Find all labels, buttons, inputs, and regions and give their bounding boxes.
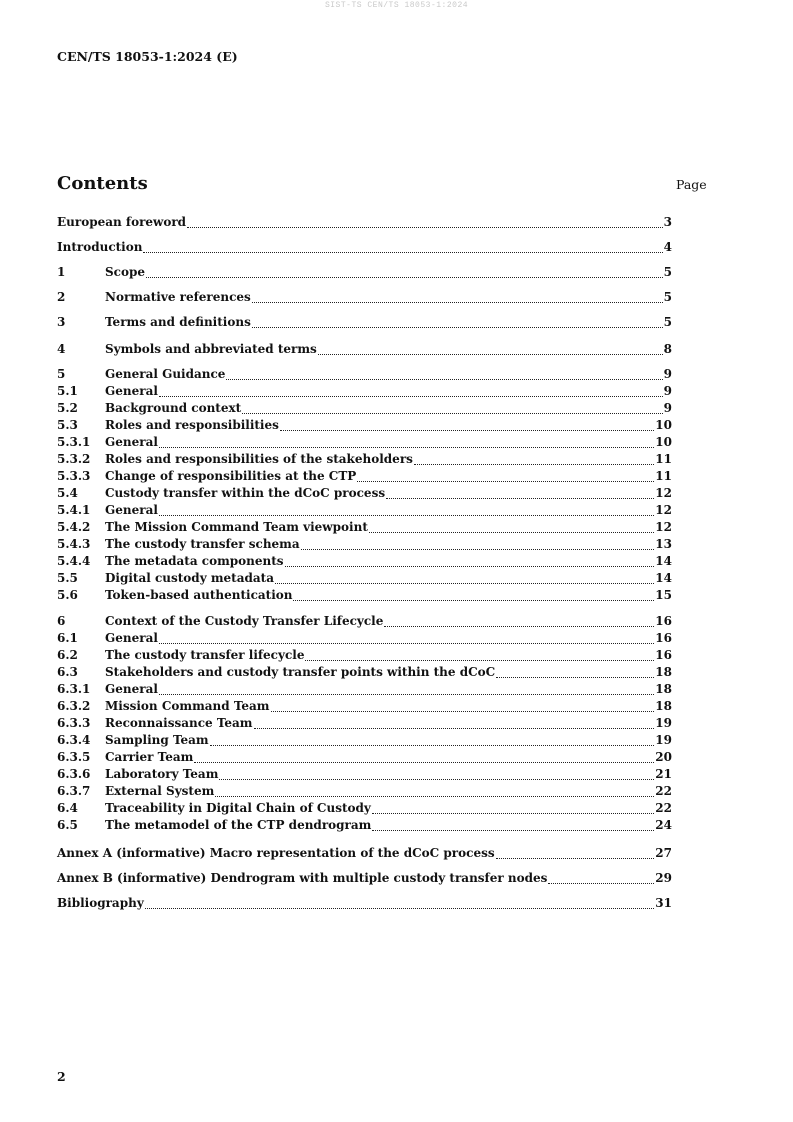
toc-dot-leader [242, 403, 662, 414]
toc-entry-page: 11 [655, 452, 672, 466]
toc-entry-number: 5.3.2 [57, 452, 91, 466]
toc-entry[interactable] [57, 750, 672, 767]
toc-entry-title: General [105, 435, 158, 449]
toc-entry-page: 5 [663, 290, 672, 304]
toc-entry-title: The custody transfer lifecycle [105, 648, 305, 662]
toc-entry-title: External System [105, 784, 215, 798]
toc-entry-page: 12 [655, 486, 672, 500]
toc-entry-title: The Mission Command Team viewpoint [105, 520, 368, 534]
page-number: 2 [57, 1069, 66, 1084]
toc-entry-number: 5.4.4 [57, 554, 91, 568]
toc-dot-leader [159, 437, 654, 448]
toc-dot-leader [357, 471, 654, 482]
toc-dot-leader [194, 752, 654, 763]
toc-entry[interactable] [57, 682, 672, 699]
toc-entry[interactable] [57, 846, 672, 863]
toc-entry[interactable] [57, 716, 672, 733]
toc-entry-page: 22 [655, 784, 672, 798]
toc-entry-title: Roles and responsibilities [105, 418, 279, 432]
toc-entry-number: 5.4.2 [57, 520, 91, 534]
toc-entry-number: 6.3.5 [57, 750, 91, 764]
toc-entry-title: Change of responsibilities at the CTP [105, 469, 357, 483]
toc-entry-number: 5.6 [57, 588, 78, 602]
toc-dot-leader [159, 684, 654, 695]
toc-entry[interactable] [57, 315, 672, 332]
toc-dot-leader [210, 735, 655, 746]
toc-entry-number: 6.2 [57, 648, 78, 662]
toc-dot-leader [159, 386, 663, 397]
toc-entry-number: 5.3.3 [57, 469, 91, 483]
toc-entry-page: 5 [663, 315, 672, 329]
toc-entry-number: 6.3.3 [57, 716, 91, 730]
toc-entry-title: Normative references [105, 290, 251, 304]
toc-entry[interactable] [57, 818, 672, 835]
toc-dot-leader [301, 539, 655, 550]
toc-entry[interactable] [57, 342, 672, 359]
toc-entry[interactable] [57, 435, 672, 452]
toc-dot-leader [219, 769, 654, 780]
toc-entry-number: 5.4.3 [57, 537, 91, 551]
toc-entry[interactable] [57, 520, 672, 537]
toc-dot-leader [372, 820, 654, 831]
toc-dot-leader [143, 242, 662, 253]
toc-entry-page: 13 [655, 537, 672, 551]
toc-entry-title: The metadata components [105, 554, 284, 568]
toc-entry-number: 5.3 [57, 418, 78, 432]
toc-entry[interactable] [57, 733, 672, 750]
toc-dot-leader [226, 369, 662, 380]
document-reference: CEN/TS 18053-1:2024 (E) [57, 49, 238, 64]
toc-entry-page: 12 [655, 503, 672, 517]
toc-dot-leader [369, 522, 654, 533]
toc-entry-title: Digital custody metadata [105, 571, 274, 585]
toc-entry-page: 4 [663, 240, 672, 254]
toc-entry-title: Mission Command Team [105, 699, 270, 713]
toc-dot-leader [384, 616, 654, 627]
toc-entry-page: 18 [655, 699, 672, 713]
toc-entry[interactable] [57, 367, 672, 384]
toc-entry-title: Traceability in Digital Chain of Custody [105, 801, 371, 815]
toc-entry-page: 14 [655, 554, 672, 568]
toc-entry-page: 19 [655, 733, 672, 747]
toc-entry-title: Stakeholders and custody transfer points within the dCoC [105, 665, 496, 679]
toc-entry-number: 5.3.1 [57, 435, 91, 449]
toc-entry-page: 16 [655, 648, 672, 662]
toc-entry-title: General [105, 384, 158, 398]
toc-entry-page: 9 [663, 384, 672, 398]
toc-entry-number: 6.3.7 [57, 784, 91, 798]
toc-entry-page: 31 [655, 896, 672, 910]
toc-entry-page: 9 [663, 401, 672, 415]
toc-entry-page: 22 [655, 801, 672, 815]
toc-entry[interactable] [57, 240, 672, 257]
toc-entry-title: General [105, 682, 158, 696]
toc-entry[interactable] [57, 896, 672, 913]
watermark: SIST-TS CEN/TS 18053-1:2024 [324, 1, 469, 10]
toc-entry-number: 5.1 [57, 384, 78, 398]
toc-entry-page: 9 [663, 367, 672, 381]
toc-entry[interactable] [57, 537, 672, 554]
toc-entry-number: 6.3.6 [57, 767, 91, 781]
toc-entry-title: Scope [105, 265, 146, 279]
toc-entry-page: 8 [663, 342, 672, 356]
toc-entry-page: 29 [655, 871, 672, 885]
toc-entry[interactable] [57, 614, 672, 631]
toc-entry-title: Annex A (informative) Macro representation of the dCoC process [57, 846, 495, 860]
toc-dot-leader [252, 317, 663, 328]
toc-entry[interactable] [57, 469, 672, 486]
toc-dot-leader [496, 667, 654, 678]
toc-entry-page: 10 [655, 435, 672, 449]
toc-entry-title: Context of the Custody Transfer Lifecycle [105, 614, 384, 628]
toc-entry[interactable] [57, 215, 672, 232]
toc-entry[interactable] [57, 571, 672, 588]
toc-entry[interactable] [57, 767, 672, 784]
toc-entry-title: Terms and definitions [105, 315, 251, 329]
toc-entry-page: 20 [655, 750, 672, 764]
toc-entry-page: 3 [663, 215, 672, 229]
toc-entry[interactable] [57, 784, 672, 801]
toc-dot-leader [252, 292, 663, 303]
toc-entry[interactable] [57, 699, 672, 716]
toc-entry-title: General Guidance [105, 367, 226, 381]
toc-dot-leader [145, 898, 655, 909]
toc-entry[interactable] [57, 871, 672, 888]
toc-dot-leader [285, 556, 655, 567]
toc-dot-leader [318, 344, 663, 355]
toc-dot-leader [548, 873, 654, 884]
toc-entry-title: Reconnaissance Team [105, 716, 253, 730]
toc-entry-title: Annex B (informative) Dendrogram with multiple custody transfer nodes [57, 871, 548, 885]
toc-entry[interactable] [57, 418, 672, 435]
contents-heading: Contents [57, 173, 148, 194]
toc-entry[interactable] [57, 801, 672, 818]
toc-entry-title: European foreword [57, 215, 187, 229]
toc-entry-number: 6.3.4 [57, 733, 91, 747]
toc-entry-number: 6.3 [57, 665, 78, 679]
toc-dot-leader [187, 217, 663, 228]
toc-entry-page: 18 [655, 682, 672, 696]
toc-entry-title: General [105, 631, 158, 645]
toc-entry[interactable] [57, 452, 672, 469]
toc-entry-title: Carrier Team [105, 750, 194, 764]
page-column-label: Page [676, 177, 707, 192]
toc-entry-page: 12 [655, 520, 672, 534]
toc-dot-leader [414, 454, 654, 465]
toc-entry-page: 10 [655, 418, 672, 432]
toc-dot-leader [159, 633, 654, 644]
toc-entry-number: 5.4 [57, 486, 78, 500]
toc-entry-title: Sampling Team [105, 733, 209, 747]
toc-entry-title: Symbols and abbreviated terms [105, 342, 317, 356]
toc-dot-leader [215, 786, 654, 797]
toc-entry-page: 21 [655, 767, 672, 781]
toc-dot-leader [305, 650, 654, 661]
toc-entry-page: 14 [655, 571, 672, 585]
toc-entry[interactable] [57, 503, 672, 520]
toc-entry-page: 5 [663, 265, 672, 279]
toc-entry-number: 4 [57, 342, 66, 356]
toc-entry-title: Laboratory Team [105, 767, 219, 781]
toc-entry-number: 6 [57, 614, 66, 628]
toc-dot-leader [280, 420, 654, 431]
toc-entry-number: 5.4.1 [57, 503, 91, 517]
toc-entry-title: Bibliography [57, 896, 144, 910]
toc-entry-page: 15 [655, 588, 672, 602]
toc-entry-title: Introduction [57, 240, 143, 254]
toc-entry-number: 6.3.2 [57, 699, 91, 713]
toc-entry[interactable] [57, 665, 672, 682]
toc-entry[interactable] [57, 384, 672, 401]
toc-entry-page: 24 [655, 818, 672, 832]
toc-dot-leader [146, 267, 663, 278]
toc-entry[interactable] [57, 554, 672, 571]
toc-entry-title: Custody transfer within the dCoC process [105, 486, 386, 500]
toc-entry-number: 5.2 [57, 401, 78, 415]
toc-entry-number: 1 [57, 265, 66, 279]
toc-entry-page: 27 [655, 846, 672, 860]
toc-entry-number: 6.3.1 [57, 682, 91, 696]
toc-entry-number: 6.1 [57, 631, 78, 645]
toc-entry-number: 3 [57, 315, 66, 329]
toc-entry[interactable] [57, 486, 672, 503]
toc-entry-title: Background context [105, 401, 242, 415]
toc-dot-leader [496, 848, 655, 859]
toc-dot-leader [386, 488, 654, 499]
toc-entry-title: Roles and responsibilities of the stakeholders [105, 452, 413, 466]
toc-entry[interactable] [57, 401, 672, 418]
toc-entry-page: 16 [655, 614, 672, 628]
toc-entry-number: 5.5 [57, 571, 78, 585]
toc-entry[interactable] [57, 648, 672, 665]
toc-entry-number: 5 [57, 367, 66, 381]
toc-entry[interactable] [57, 631, 672, 648]
toc-entry-title: Token-based authentication [105, 588, 293, 602]
toc-entry-number: 2 [57, 290, 66, 304]
toc-entry-page: 19 [655, 716, 672, 730]
toc-entry[interactable] [57, 265, 672, 282]
toc-entry[interactable] [57, 290, 672, 307]
toc-entry-page: 18 [655, 665, 672, 679]
toc-dot-leader [271, 701, 655, 712]
toc-entry-title: The custody transfer schema [105, 537, 300, 551]
toc-dot-leader [159, 505, 654, 516]
toc-entry-page: 16 [655, 631, 672, 645]
toc-dot-leader [372, 803, 654, 814]
toc-entry-number: 6.5 [57, 818, 78, 832]
toc-dot-leader [275, 573, 654, 584]
toc-dot-leader [293, 590, 654, 601]
toc-entry[interactable] [57, 588, 672, 605]
toc-dot-leader [254, 718, 655, 729]
toc-entry-page: 11 [655, 469, 672, 483]
toc-entry-title: The metamodel of the CTP dendrogram [105, 818, 372, 832]
toc-entry-number: 6.4 [57, 801, 78, 815]
toc-entry-title: General [105, 503, 158, 517]
